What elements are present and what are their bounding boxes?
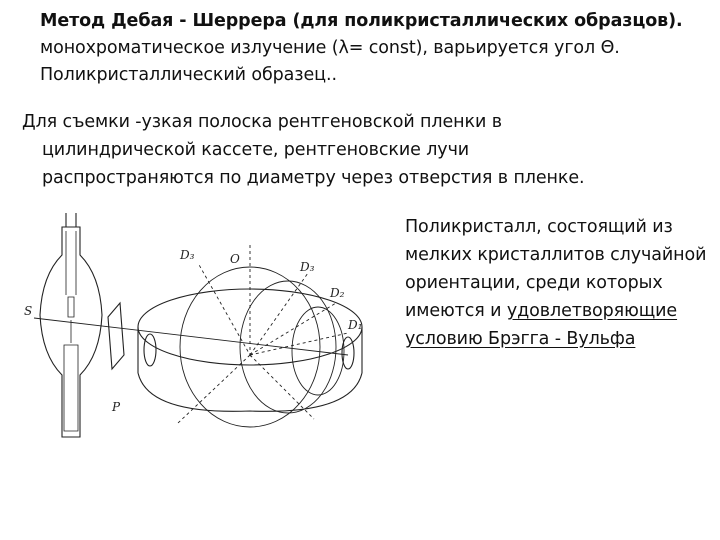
- label-o: O: [230, 252, 240, 266]
- heading-bold-text: Метод Дебая - Шеррера (для поликристаллических образцов).: [40, 11, 683, 31]
- polycrystal-description: [405, 213, 715, 353]
- heading-rest-text: монохроматическое излучение (λ= const), варьируется угол Θ. Поликристаллический образец..: [40, 38, 620, 85]
- label-d3-left: D₃: [180, 248, 195, 262]
- primary-beam: [34, 318, 348, 355]
- label-d3-right: D₃: [300, 260, 315, 274]
- bragg-condition-text: удовлетворяющие условию Брэгга - Вульфа: [405, 301, 678, 349]
- diffraction-cones: [178, 245, 348, 427]
- film-description-line-1: Для съемки -узкая полоска рентгеновской пленки в: [22, 112, 502, 132]
- polycrystal-text: Поликристалл, состоящий из мелких кристаллитов случайной ориентации, среди которых имеются и: [405, 217, 707, 321]
- film-description-line-2: цилиндрической кассете, рентгеновские лучи: [42, 140, 470, 160]
- film-description-line-3: распространяются по диаметру через отверстия в пленке.: [42, 168, 585, 188]
- label-s: S: [24, 304, 33, 318]
- debye-scherrer-diagram: [18, 205, 388, 465]
- film-description: [22, 108, 712, 192]
- label-p: P: [112, 400, 121, 414]
- label-d2: D₂: [330, 286, 345, 300]
- label-d1: D₁: [348, 318, 363, 332]
- slit-plate: [108, 303, 124, 369]
- slide-heading: [40, 8, 710, 89]
